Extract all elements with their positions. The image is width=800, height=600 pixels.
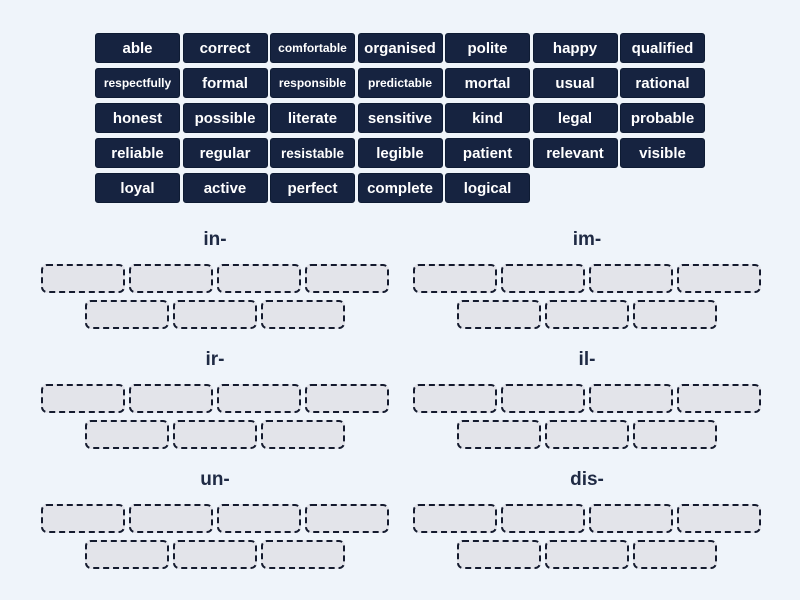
- drop-slot-il-4[interactable]: [677, 384, 761, 413]
- word-tile-respectfully[interactable]: respectfully: [95, 68, 180, 98]
- slot-row-bottom: [41, 300, 389, 329]
- slot-row-bottom: [413, 540, 761, 569]
- word-tile-comfortable[interactable]: comfortable: [270, 33, 355, 63]
- word-tile-active[interactable]: active: [183, 173, 268, 203]
- slot-row-bottom: [413, 300, 761, 329]
- drop-slot-im-6[interactable]: [545, 300, 629, 329]
- drop-slot-dis-4[interactable]: [677, 504, 761, 533]
- word-tile-honest[interactable]: honest: [95, 103, 180, 133]
- word-tile-relevant[interactable]: relevant: [533, 138, 618, 168]
- word-tile-complete[interactable]: complete: [358, 173, 443, 203]
- word-tile-correct[interactable]: correct: [183, 33, 268, 63]
- drop-slot-ir-4[interactable]: [305, 384, 389, 413]
- word-tile-kind[interactable]: kind: [445, 103, 530, 133]
- drop-slot-ir-2[interactable]: [129, 384, 213, 413]
- drop-slot-in-3[interactable]: [217, 264, 301, 293]
- drop-slot-ir-1[interactable]: [41, 384, 125, 413]
- drop-slot-in-1[interactable]: [41, 264, 125, 293]
- word-tile-literate[interactable]: literate: [270, 103, 355, 133]
- word-tile-visible[interactable]: visible: [620, 138, 705, 168]
- slot-row-bottom: [41, 420, 389, 449]
- word-tile-reliable[interactable]: reliable: [95, 138, 180, 168]
- drop-slot-un-4[interactable]: [305, 504, 389, 533]
- word-tile-regular[interactable]: regular: [183, 138, 268, 168]
- drop-slot-dis-5[interactable]: [457, 540, 541, 569]
- drop-slot-ir-3[interactable]: [217, 384, 301, 413]
- word-tile-perfect[interactable]: perfect: [270, 173, 355, 203]
- drop-slot-im-3[interactable]: [589, 264, 673, 293]
- drop-slot-un-6[interactable]: [173, 540, 257, 569]
- drop-slot-il-6[interactable]: [545, 420, 629, 449]
- category-group-ir: [41, 348, 389, 449]
- drop-slot-il-3[interactable]: [589, 384, 673, 413]
- word-tile-resistable[interactable]: resistable: [270, 138, 355, 168]
- drop-slot-un-2[interactable]: [129, 504, 213, 533]
- drop-slot-in-5[interactable]: [85, 300, 169, 329]
- group-label: dis-: [570, 469, 604, 490]
- drop-slot-dis-2[interactable]: [501, 504, 585, 533]
- word-tile-patient[interactable]: patient: [445, 138, 530, 168]
- word-tile-qualified[interactable]: qualified: [620, 33, 705, 63]
- category-group-im: [413, 228, 761, 329]
- word-tile-predictable[interactable]: predictable: [358, 68, 443, 98]
- drop-slot-im-7[interactable]: [633, 300, 717, 329]
- word-tile-rational[interactable]: rational: [620, 68, 705, 98]
- category-group-il: [413, 348, 761, 449]
- word-tile-usual[interactable]: usual: [533, 68, 618, 98]
- drop-slot-un-7[interactable]: [261, 540, 345, 569]
- drop-slot-dis-3[interactable]: [589, 504, 673, 533]
- slot-row-bottom: [413, 420, 761, 449]
- drop-slot-dis-1[interactable]: [413, 504, 497, 533]
- drop-slot-un-5[interactable]: [85, 540, 169, 569]
- drop-slot-il-1[interactable]: [413, 384, 497, 413]
- drop-slot-il-2[interactable]: [501, 384, 585, 413]
- word-tile-legal[interactable]: legal: [533, 103, 618, 133]
- word-tile-mortal[interactable]: mortal: [445, 68, 530, 98]
- drop-slot-ir-5[interactable]: [85, 420, 169, 449]
- drop-slot-ir-6[interactable]: [173, 420, 257, 449]
- drop-slot-dis-6[interactable]: [545, 540, 629, 569]
- group-label: un-: [200, 469, 230, 490]
- word-tile-legible[interactable]: legible: [358, 138, 443, 168]
- word-tile-probable[interactable]: probable: [620, 103, 705, 133]
- drop-slot-un-1[interactable]: [41, 504, 125, 533]
- drop-slot-in-6[interactable]: [173, 300, 257, 329]
- word-tile-formal[interactable]: formal: [183, 68, 268, 98]
- word-tile-sensitive[interactable]: sensitive: [358, 103, 443, 133]
- word-tile-polite[interactable]: polite: [445, 33, 530, 63]
- category-group-dis: [413, 468, 761, 569]
- drop-slot-il-5[interactable]: [457, 420, 541, 449]
- word-tile-able[interactable]: able: [95, 33, 180, 63]
- word-tile-loyal[interactable]: loyal: [95, 173, 180, 203]
- drop-slot-in-4[interactable]: [305, 264, 389, 293]
- drop-slot-dis-7[interactable]: [633, 540, 717, 569]
- slot-row-top: [41, 384, 389, 413]
- slot-row-bottom: [41, 540, 389, 569]
- word-tile-organised[interactable]: organised: [358, 33, 443, 63]
- word-tile-possible[interactable]: possible: [183, 103, 268, 133]
- drop-slot-un-3[interactable]: [217, 504, 301, 533]
- drop-slot-im-2[interactable]: [501, 264, 585, 293]
- word-tile-bank: [95, 33, 708, 203]
- drop-slot-il-7[interactable]: [633, 420, 717, 449]
- drop-slot-in-2[interactable]: [129, 264, 213, 293]
- slot-row-top: [413, 384, 761, 413]
- drop-slot-im-4[interactable]: [677, 264, 761, 293]
- slot-row-top: [41, 264, 389, 293]
- slot-row-top: [413, 264, 761, 293]
- group-label: ir-: [205, 349, 225, 370]
- word-tile-happy[interactable]: happy: [533, 33, 618, 63]
- drop-slot-im-5[interactable]: [457, 300, 541, 329]
- word-tile-responsible[interactable]: responsible: [270, 68, 355, 98]
- drop-slot-ir-7[interactable]: [261, 420, 345, 449]
- group-label: im-: [572, 229, 602, 250]
- category-group-un: [41, 468, 389, 569]
- drop-slot-in-7[interactable]: [261, 300, 345, 329]
- slot-row-top: [413, 504, 761, 533]
- group-label: il-: [578, 349, 596, 370]
- group-label: in-: [203, 229, 227, 250]
- category-group-in: [41, 228, 389, 329]
- drop-slot-im-1[interactable]: [413, 264, 497, 293]
- word-tile-logical[interactable]: logical: [445, 173, 530, 203]
- slot-row-top: [41, 504, 389, 533]
